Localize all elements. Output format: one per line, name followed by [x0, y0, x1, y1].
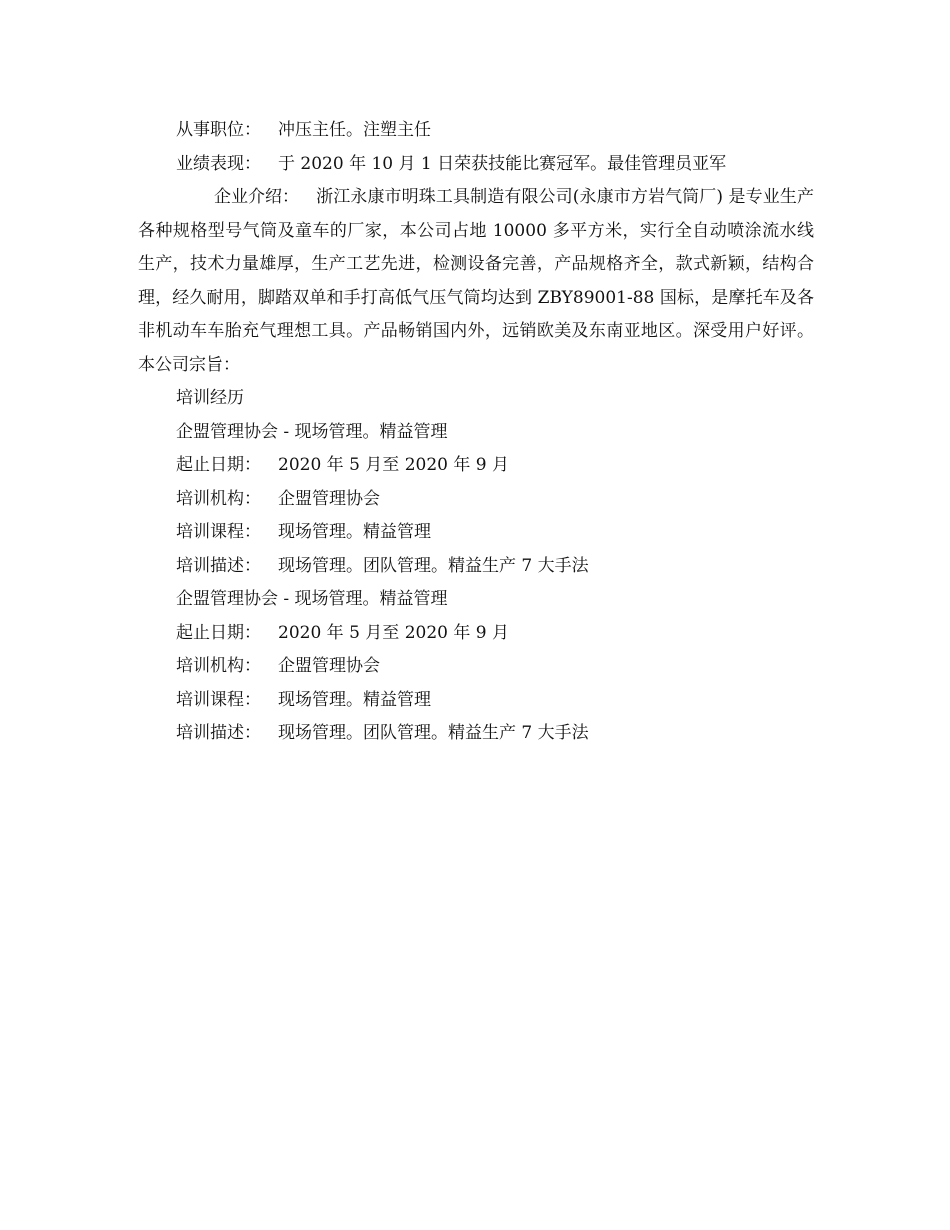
training-course-value: 现场管理。精益管理	[278, 522, 431, 542]
training-dates-label: 起止日期：	[176, 622, 261, 643]
training-course-row	[138, 516, 814, 550]
company-label: 企业介绍：	[214, 187, 299, 207]
training-org-value: 企盟管理协会	[278, 488, 380, 509]
training-dates-row	[138, 617, 814, 651]
position-label: 从事职位：	[176, 120, 261, 140]
training-org-label: 培训机构：	[176, 488, 261, 509]
training-desc-value: 现场管理。团队管理。精益生产 7 大手法	[278, 723, 589, 743]
training-dates-value: 2020 年 5 月至 2020 年 9 月	[278, 622, 509, 643]
training-desc-row	[138, 717, 814, 751]
training-org-row	[138, 650, 814, 684]
training-desc-label: 培训描述：	[176, 555, 261, 576]
training-desc-value: 现场管理。团队管理。精益生产 7 大手法	[278, 555, 589, 576]
performance-row	[138, 148, 814, 182]
company-intro-paragraph	[138, 181, 814, 382]
training-course-label: 培训课程：	[176, 689, 261, 710]
performance-value: 于 2020 年 10 月 1 日荣获技能比赛冠军。最佳管理员亚军	[278, 153, 727, 174]
training-course-label: 培训课程：	[176, 522, 261, 542]
training-heading: 培训经历	[176, 388, 244, 408]
training-title: 企盟管理协会 - 现场管理。精益管理	[176, 421, 448, 442]
position-value: 冲压主任。注塑主任	[278, 120, 431, 140]
training-org-row	[138, 483, 814, 517]
training-course-row	[138, 684, 814, 718]
document-page	[138, 114, 814, 751]
training-course-value: 现场管理。精益管理	[278, 689, 431, 710]
training-dates-value: 2020 年 5 月至 2020 年 9 月	[278, 455, 509, 475]
training-desc-label: 培训描述：	[176, 723, 261, 743]
training-dates-row	[138, 449, 814, 483]
training-title: 企盟管理协会 - 现场管理。精益管理	[176, 589, 448, 609]
company-value: 浙江永康市明珠工具制造有限公司(永康市方岩气筒厂) 是专业生产各种规格型号气筒及童车的厂家，本公司占地 10000 多平方米，实行全自动喷涂流水线生产，技术力量雄厚，生产工艺先进，检测设备完善，产品规格齐全，款式新颖，结构合理，经久耐用，脚踏双单和手打高低气压气筒均达到 ZBY89001-88 国标，是摩托车及各非机动车车胎充气理想工具。产品畅销国内外，远销欧美及东南亚地区。深受用户好评。本公司宗旨：	[138, 187, 814, 375]
position-row	[138, 114, 814, 148]
training-dates-label: 起止日期：	[176, 455, 261, 475]
training-desc-row	[138, 550, 814, 584]
training-org-value: 企盟管理协会	[278, 656, 380, 676]
training-entry	[138, 416, 814, 584]
training-entry	[138, 583, 814, 751]
training-org-label: 培训机构：	[176, 656, 261, 676]
performance-label: 业绩表现：	[176, 153, 261, 174]
